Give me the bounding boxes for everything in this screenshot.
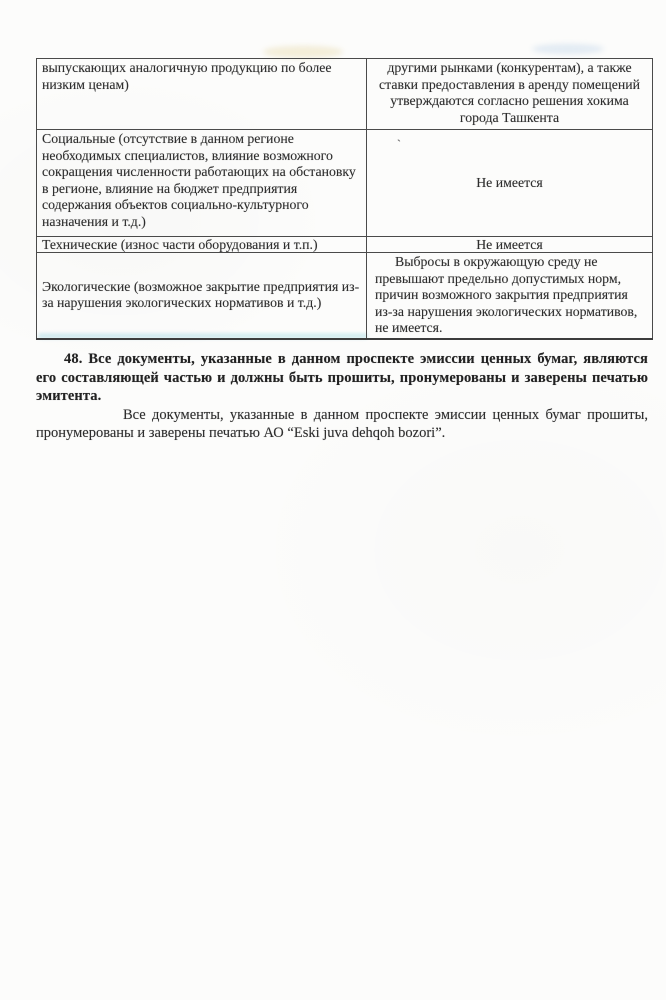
risk-factor-cell: Социальные (отсутствие в данном регионе необходимых специалистов, влияние возможного сокращения численности работающих на обстановку в регионе, влияние на бюджет предприятия содержания объектов социально-культурного назначения и т.д.) — [37, 130, 367, 237]
table-row — [37, 253, 653, 339]
risk-factors-table — [36, 58, 653, 340]
stray-ink-mark: ` — [397, 137, 401, 151]
table-row — [37, 237, 653, 253]
table-row — [37, 59, 653, 130]
risk-assessment-cell: Не имеется — [367, 237, 653, 253]
table-row — [37, 130, 653, 237]
cell-text: Не имеется — [476, 174, 543, 190]
risk-factor-cell: выпускающих аналогичную продукцию по более низким ценам) — [37, 59, 367, 130]
risk-assessment-cell — [367, 130, 653, 237]
scan-smudge-yellow — [263, 46, 343, 58]
risk-factor-cell: Экологические (возможное закрытие предприятия из-за нарушения экологических нормативов и т.д.) — [37, 253, 367, 339]
risk-assessment-cell: другими рынками (конкурентам), а также ставки предоставления в аренду помещений утверждаются согласно решения хокима города Ташкента — [367, 59, 653, 130]
scan-smudge-blue — [532, 44, 604, 54]
paragraph-48-bold: 48. Все документы, указанные в данном проспекте эмиссии ценных бумаг, являются его составляющей частью и должны быть прошиты, пронумерованы и заверены печатью эмитента. — [36, 351, 648, 404]
risk-assessment-cell: Выбросы в окружающую среду не превышают предельно допустимых норм, причин возможного закрытия предприятия из-за нарушения экологических нормативов, не имеется. — [367, 253, 653, 339]
risk-factor-cell: Технические (износ части оборудования и т.п.) — [37, 237, 367, 253]
closing-paragraph: Все документы, указанные в данном проспекте эмиссии ценных бумаг прошиты, пронумерованы и заверены печатью АО “Eski juva dehqoh bozori”. — [36, 407, 648, 441]
